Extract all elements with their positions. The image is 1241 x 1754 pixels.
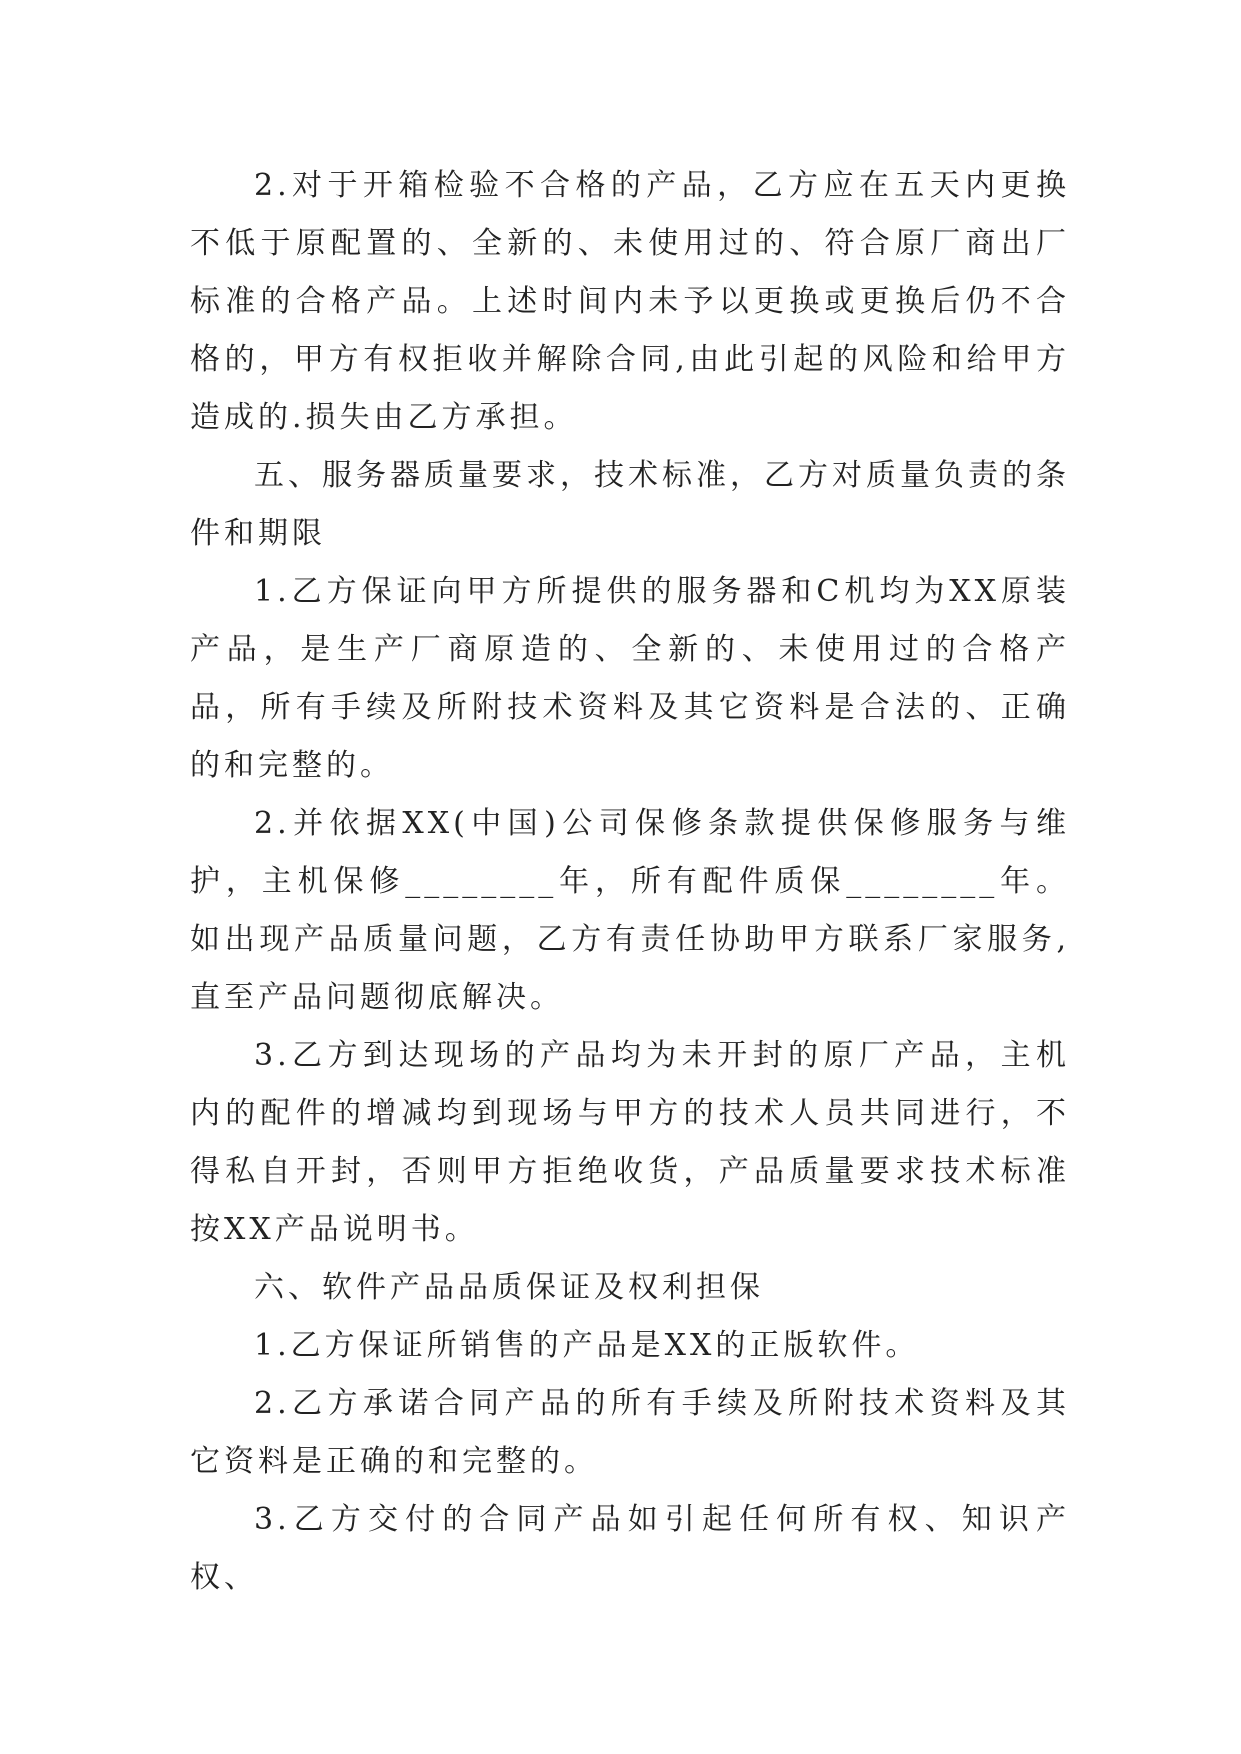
paragraph-onsite-unsealed-products: 3.乙方到达现场的产品均为未开封的原厂产品，主机内的配件的增减均到现场与甲方的技术人员共同进行，不得私自开封，否则甲方拒绝收货，产品质量要求技术标准按XX产品说明书。: [190, 1038, 1070, 1247]
paragraph-documentation-complete: 2.乙方承诺合同产品的所有手续及所附技术资料及其它资料是正确的和完整的。: [190, 1386, 1070, 1479]
section-heading-software-quality: 六、软件产品品质保证及权利担保: [254, 1270, 764, 1305]
paragraph-original-products-guarantee: 1.乙方保证向甲方所提供的服务器和C机均为XX原装产品，是生产厂商原造的、全新的、未使用过的合格产品，所有手续及所附技术资料及其它资料是合法的、正确的和完整的。: [190, 574, 1070, 783]
paragraph-ownership-ip: 3.乙方交付的合同产品如引起任何所有权、知识产权、: [190, 1502, 1070, 1595]
paragraph-warranty-terms: 2.并依据XX(中国)公司保修条款提供保修服务与维护，主机保修________年，所有配件质保________年。如出现产品质量问题，乙方有责任协助甲方联系厂家服务,直至产品问题彻底解决。: [190, 806, 1070, 1015]
paragraph-genuine-software: 1.乙方保证所销售的产品是XX的正版软件。: [254, 1328, 920, 1363]
section-heading-server-quality: 五、服务器质量要求，技术标准，乙方对质量负责的条件和期限: [190, 458, 1070, 551]
paragraph-defective-product-replacement: 2.对于开箱检验不合格的产品，乙方应在五天内更换不低于原配置的、全新的、未使用过的、符合原厂商出厂标准的合格产品。上述时间内未予以更换或更换后仍不合格的，甲方有权拒收并解除合同,由此引起的风险和给甲方造成的.损失由乙方承担。: [190, 168, 1070, 435]
document-body: [190, 157, 1070, 1607]
